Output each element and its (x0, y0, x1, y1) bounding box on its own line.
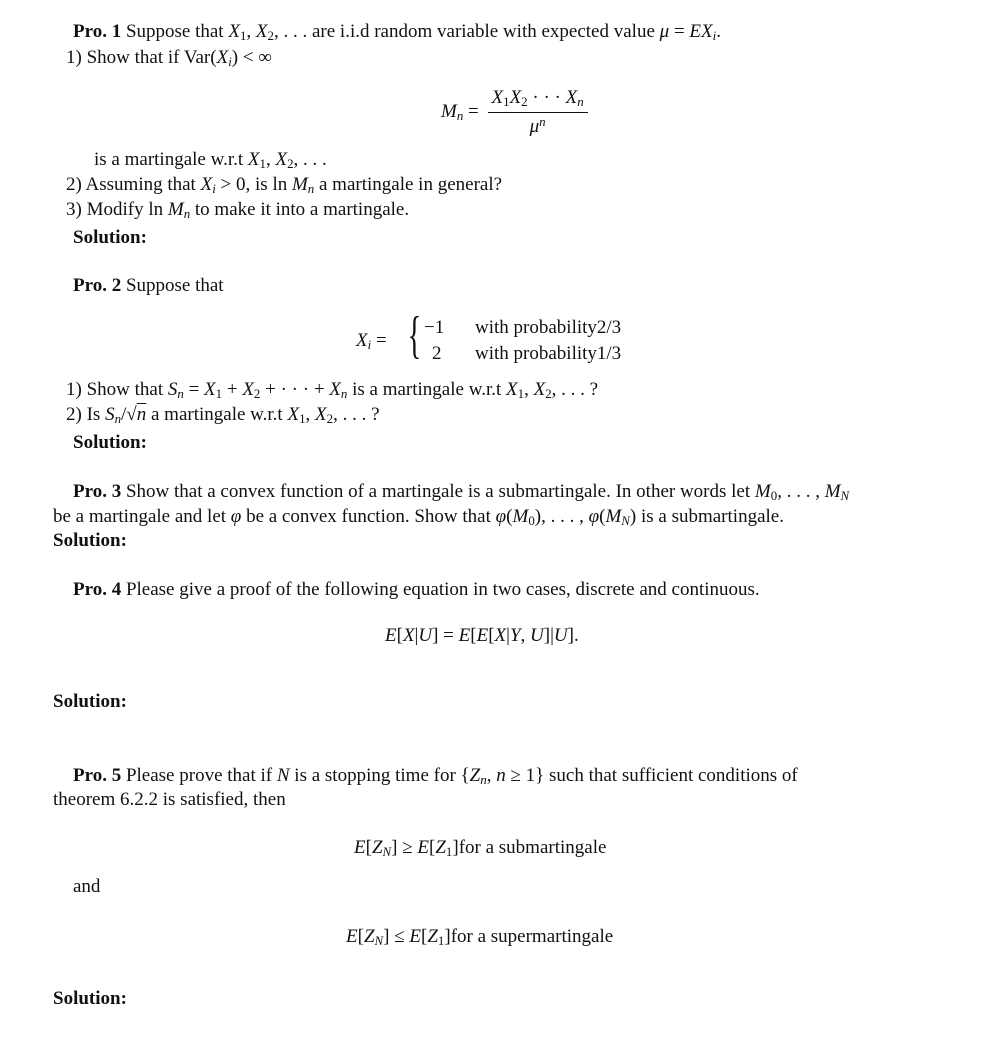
problem-4-label: Pro. 4 (73, 579, 122, 600)
problem-2-item-2: 2) Is $S_n/√n$ a martingale w.r.t $X_1$, $X_2$, . . . ? (66, 404, 380, 427)
problem-5-equation-2: $E[Z_N] \le E[Z_1]for$ a supermartingale (346, 926, 614, 949)
problem-4-equation: E[X|U] = E[E[X|Y, U]|U]. (385, 625, 579, 646)
problem-5-text-line-2: theorem 6.2.2 is satisfied, then (53, 789, 286, 810)
problem-4-text: Pro. 4 Please give a proof of the following equation in two cases, discrete and continuous. (73, 579, 760, 600)
problem-4-solution: Solution: (53, 691, 127, 712)
case-1-value: −1 (424, 317, 445, 338)
problem-5-and: and (73, 876, 101, 897)
problem-2-item-1: 1) Show that $S_n = X_1 + X_2$ + · · · + $X_n$ is a martingale w.r.t $X_1$, $X_2$, . . . ? (66, 379, 599, 402)
case-1-text: with probability2/3 (475, 317, 622, 338)
problem-1-item-1-cont: is a martingale w.r.t $X_1$, $X_2$, . . . (94, 149, 327, 172)
problem-1-label: Pro. 1 (73, 21, 122, 42)
problem-3-solution: Solution: (53, 530, 127, 551)
problem-1-solution: Solution: (73, 227, 147, 248)
problem-3-text-line-2: be a martingale and let φ be a convex function. Show that $\varphi(M_0)$, . . . , $\varphi(M_N)$ is a submartingale. (53, 506, 784, 529)
problem-1-intro: Pro. 1 Suppose that $X_1$, $X_2$, . . . are i.i.d random variable with expected value $\mu = EX_i$. (73, 21, 721, 44)
problem-3-text-line-1: Pro. 3 Show that a convex function of a martingale is a submartingale. In other words let $M_0$, . . . , $M_N$ (73, 481, 850, 504)
problem-2-solution: Solution: (73, 432, 147, 453)
problem-5-solution: Solution: (53, 988, 127, 1009)
problem-1-equation: $M_n$ = $\frac{X_1X_2 \cdot \cdot \cdot X_n}{\mu^n}$ (441, 86, 588, 139)
left-brace: { (407, 307, 422, 364)
problem-2-intro: Pro. 2 Suppose that (73, 275, 224, 296)
problem-5-label: Pro. 5 (73, 765, 122, 786)
case-2-value: 2 (432, 343, 442, 364)
problem-1-item-1: 1) Show that if $Var(X_i)$ < ∞ (66, 47, 272, 70)
problem-1-item-3: 3) Modify $\ln M_n$ to make it into a martingale. (66, 199, 410, 222)
problem-2-cases: $X_i$ = { −1 with probability2/3 2 with probability1/3 (356, 307, 622, 364)
problem-5-text-line-1: Pro. 5 Please prove that if N is a stopping time for {$Z_n$, n ≥ 1} such that sufficient conditions of (73, 765, 798, 788)
problem-2-label: Pro. 2 (73, 275, 122, 296)
case-2-text: with probability1/3 (475, 343, 622, 364)
problem-1-item-2: 2) Assuming that $X_i > 0$, is $\ln M_n$ a martingale in general? (66, 174, 503, 197)
problem-3-label: Pro. 3 (73, 481, 122, 502)
problem-5-equation-1: $E[Z_N] \ge E[Z_1]for$ a submartingale (354, 837, 607, 860)
